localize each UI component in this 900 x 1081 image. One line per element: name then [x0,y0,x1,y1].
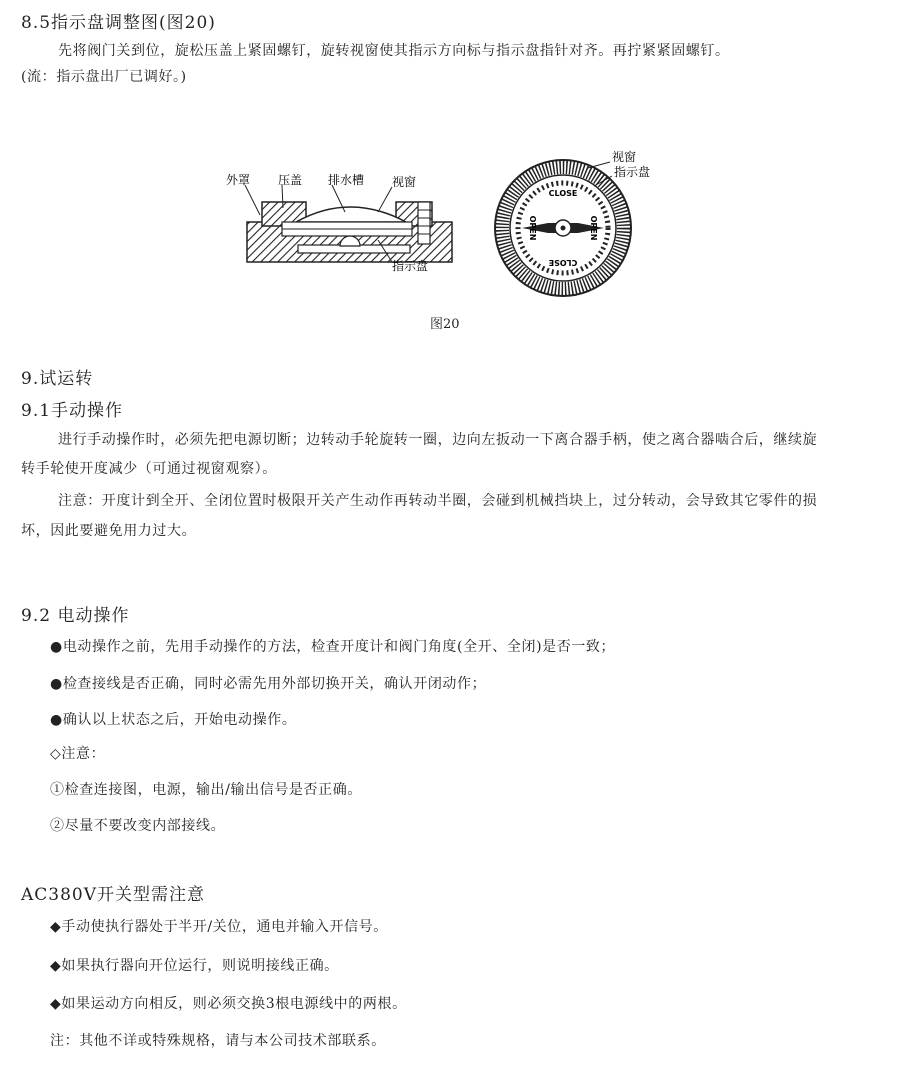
ac380-note: 注：其他不详或特殊规格，请与本公司技术部联系。 [50,1033,386,1049]
label-drain-groove: 排水槽 [328,173,365,187]
label-window: 视窗 [392,175,417,189]
label-gland: 压盖 [278,173,303,187]
section-9-1-paragraph-2-line-1: 注意：开度计到全开、全闭位置时极限开关产生动作再转动半圈，会碰到机械挡块上，过分转动，会导致其它零件的损 [58,493,818,509]
section-8-5-note: (流：指示盘出厂已调好。) [21,69,187,85]
label-window-right: 视窗 [612,150,637,164]
dial-label-top: CLOSE [548,189,578,198]
label-outer-cover: 外罩 [226,173,251,187]
cross-section-drawing [245,185,452,262]
dial-drawing [495,160,631,296]
figure-20 [0,140,900,310]
list-item: ◆如果执行器向开位运行，则说明接线正确。 [50,958,339,974]
dial-label-right: OPEN [589,215,598,241]
section-9-1-paragraph-2-line-2: 坏，因此要避免用力过大。 [21,523,197,539]
section-9-1-title: 9.1手动操作 [21,401,124,421]
list-item: ②尽量不要改变内部接线。 [50,818,226,834]
dial-label-left: OPEN [528,215,537,241]
list-item: ①检查连接图，电源，输出/输出信号是否正确。 [50,782,362,798]
section-8-5-title: 8.5指示盘调整图(图20) [21,13,216,33]
note-heading: ◇注意： [50,746,106,762]
list-item: ◆如果运动方向相反，则必须交换3根电源线中的两根。 [50,996,407,1012]
list-item: ●检查接线是否正确，同时必需先用外部切换开关，确认开闭动作； [50,676,487,692]
ac380-title: AC380V开关型需注意 [21,885,206,905]
section-9-title: 9.试运转 [21,369,94,389]
section-9-1-paragraph-1-line-2: 转手轮使开度减少（可通过视窗观察）。 [21,461,277,477]
section-9-1-paragraph-1-line-1: 进行手动操作时，必须先把电源切断；边转动手轮旋转一圈，边向左扳动一下离合器手柄，使之离合器啮合后，继续旋 [58,432,818,448]
figure-caption: 图20 [430,317,460,332]
section-8-5-paragraph: 先将阀门关到位，旋松压盖上紧固螺钉，旋转视窗使其指示方向标与指示盘指针对齐。再拧紧紧固螺钉。 [58,43,730,59]
list-item: ●电动操作之前，先用手动操作的方法，检查开度计和阀门角度(全开、全闭)是否一致； [50,639,616,655]
label-indicator-right: 指示盘 [614,165,651,179]
list-item: ●确认以上状态之后，开始电动操作。 [50,712,297,728]
label-indicator-left: 指示盘 [392,259,429,273]
section-9-2-title: 9.2 电动操作 [21,606,130,626]
dial-label-bottom: CLOSE [548,258,578,267]
list-item: ◆手动使执行器处于半开/关位，通电并输入开信号。 [50,919,388,935]
